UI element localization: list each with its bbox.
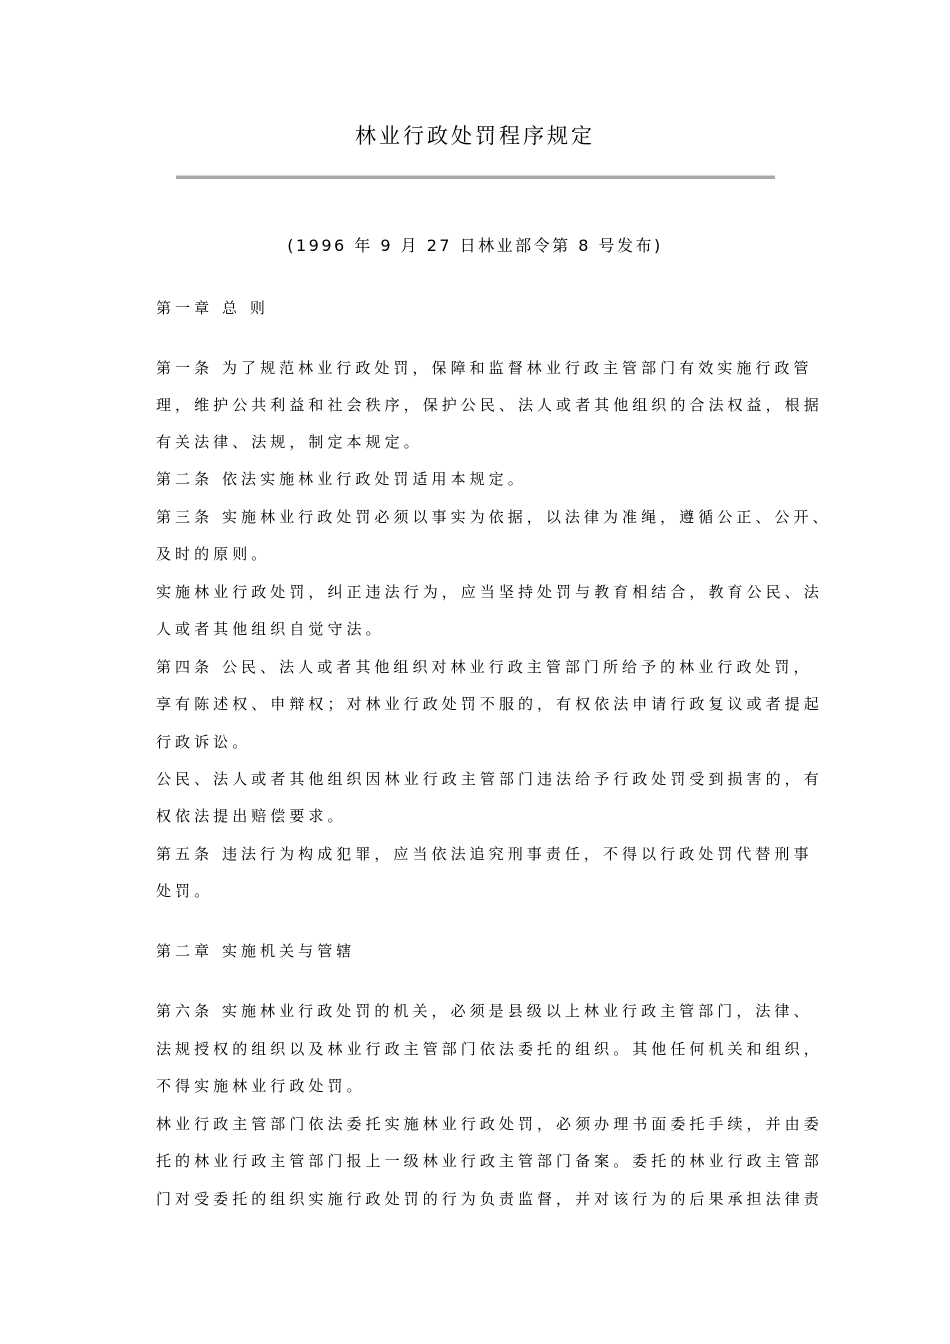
document-title: 林业行政处罚程序规定: [355, 124, 595, 148]
text-line: 法规授权的组织以及林业行政主管部门依法委托的组织。其他任何机关和组织，: [156, 1040, 823, 1058]
text-line: 第三条 实施林业行政处罚必须以事实为依据，以法律为准绳，遵循公正、公开、: [156, 508, 832, 526]
text-line: 林业行政主管部门依法委托实施林业行政处罚，必须办理书面委托手续，并由委: [156, 1115, 823, 1133]
text-line: 及时的原则。: [156, 545, 271, 563]
text-line: 不得实施林业行政处罚。: [156, 1077, 366, 1095]
text-line: 享有陈述权、申辩权；对林业行政处罚不服的，有权依法申请行政复议或者提起: [156, 695, 823, 713]
text-line: 权依法提出赔偿要求。: [156, 807, 347, 825]
text-line: 行政诉讼。: [156, 733, 252, 751]
text-line: 人或者其他组织自觉守法。: [156, 620, 385, 638]
publication-note: (1996 年 9 月 27 日林业部令第 8 号发布): [287, 236, 663, 255]
chapter-heading: 第一章 总 则: [156, 299, 269, 317]
title-divider: [176, 175, 775, 179]
text-line: 第五条 违法行为构成犯罪，应当依法追究刑事责任，不得以行政处罚代替刑事: [156, 845, 813, 863]
text-line: 有关法律、法规，制定本规定。: [156, 433, 423, 451]
text-line: 第四条 公民、法人或者其他组织对林业行政主管部门所给予的林业行政处罚，: [156, 658, 813, 676]
text-line: 第六条 实施林业行政处罚的机关，必须是县级以上林业行政主管部门，法律、: [156, 1002, 813, 1020]
text-line: 托的林业行政主管部门报上一级林业行政主管部门备案。委托的林业行政主管部: [156, 1152, 823, 1170]
chapter-heading: 第二章 实施机关与管辖: [156, 942, 356, 960]
text-line: 处罚。: [156, 882, 214, 900]
text-line: 第二条 依法实施林业行政处罚适用本规定。: [156, 470, 527, 488]
text-line: 门对受委托的组织实施行政处罚的行为负责监督，并对该行为的后果承担法律责: [156, 1190, 823, 1208]
text-line: 公民、法人或者其他组织因林业行政主管部门违法给予行政处罚受到损害的，有: [156, 770, 823, 788]
text-line: 第一条 为了规范林业行政处罚，保障和监督林业行政主管部门有效实施行政管: [156, 359, 813, 377]
text-line: 实施林业行政处罚，纠正违法行为，应当坚持处罚与教育相结合，教育公民、法: [156, 583, 823, 601]
text-line: 理，维护公共利益和社会秩序，保护公民、法人或者其他组织的合法权益，根据: [156, 396, 823, 414]
